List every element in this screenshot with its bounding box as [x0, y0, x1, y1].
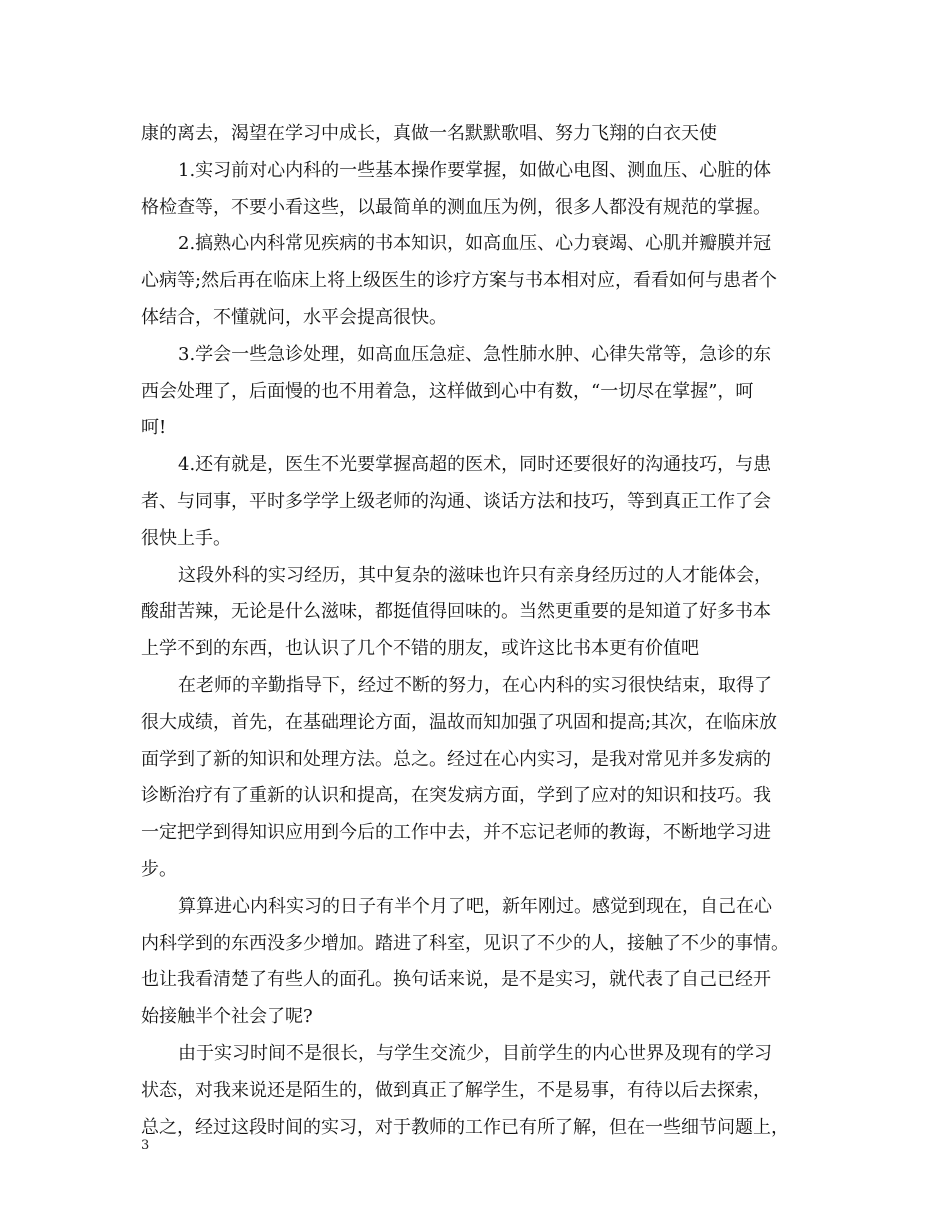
- text-line: 酸甜苦辣，无论是什么滋味，都挺值得回味的。当然更重要的是知道了好多书本: [141, 601, 771, 623]
- text-line: 4.还有就是，医生不光要掌握高超的医术，同时还要很好的沟通技巧，与患: [178, 454, 772, 476]
- paragraph-continuation: [141, 116, 817, 153]
- text-line: 算算进心内科实习的日子有半个月了吧，新年刚过。感觉到现在，自己在心: [178, 895, 772, 917]
- paragraph-surgery-experience: [141, 558, 817, 668]
- text-line: 内科学到的东西没多少增加。踏进了科室，见识了不少的人，接触了不少的事情。: [141, 932, 789, 954]
- text-line: 总之，经过这段时间的实习，对于教师的工作已有所了解，但在一些细节问题上，: [141, 1116, 789, 1138]
- text-line: 面学到了新的知识和处理方法。总之。经过在心内实习，是我对常见并多发病的: [141, 748, 771, 770]
- paragraph-half-month: [141, 889, 817, 1036]
- text-line: 由于实习时间不是很长，与学生交流少，目前学生的内心世界及现有的学习: [178, 1042, 772, 1064]
- text-line: 体结合，不懂就问，水平会提高很快。: [141, 306, 447, 328]
- text-line: 格检查等，不要小看这些，以最简单的测血压为例，很多人都没有规范的掌握。: [141, 196, 771, 218]
- text-line: 心病等;然后再在临床上将上级医生的诊疗方案与书本相对应，看看如何与患者个: [141, 270, 778, 292]
- text-line: 上学不到的东西，也认识了几个不错的朋友，或许这比书本更有价值吧: [141, 638, 699, 660]
- text-line: 很快上手。: [141, 527, 231, 549]
- text-line: 这段外科的实习经历，其中复杂的滋味也许只有亲身经历过的人才能体会，: [178, 564, 772, 586]
- paragraph-item-2: [141, 226, 817, 336]
- text-line: 者、与同事，平时多学学上级老师的沟通、谈话方法和技巧，等到真正工作了会: [141, 490, 771, 512]
- text-line: 2.搞熟心内科常见疾病的书本知识，如高血压、心力衰竭、心肌并瓣膜并冠: [178, 233, 772, 255]
- text-line: 诊断治疗有了重新的认识和提高，在突发病方面，学到了应对的知识和技巧。我: [141, 785, 771, 807]
- paragraph-item-3: [141, 337, 817, 447]
- text-line: 1.实习前对心内科的一些基本操作要掌握，如做心电图、测血压、心脏的体: [178, 159, 772, 181]
- paragraph-item-4: [141, 447, 817, 557]
- text-line: 状态，对我来说还是陌生的，做到真正了解学生，不是易事，有待以后去探索，: [141, 1079, 771, 1101]
- paragraph-item-1: [141, 153, 817, 227]
- paragraph-teaching-reflection: [141, 1036, 817, 1146]
- text-line: 很大成绩，首先，在基础理论方面，温故而知加强了巩固和提高;其次，在临床放: [141, 711, 778, 733]
- text-line: 一定把学到得知识应用到今后的工作中去，并不忘记老师的教诲，不断地学习进: [141, 822, 771, 844]
- text-line: 在老师的辛勤指导下，经过不断的努力，在心内科的实习很快结束，取得了: [178, 674, 772, 696]
- text-line: 康的离去，渴望在学习中成长，真做一名默默歌唱、努力飞翔的白衣天使: [141, 123, 717, 144]
- text-line: 呵!: [141, 417, 167, 439]
- text-line: 也让我看清楚了有些人的面孔。换句话来说，是不是实习，就代表了自己已经开: [141, 969, 771, 991]
- text-line: 始接触半个社会了呢?: [141, 1006, 313, 1028]
- text-line: 步。: [141, 858, 177, 880]
- page-number: 3: [141, 1138, 150, 1153]
- paragraph-internship-summary: [141, 668, 817, 889]
- document-body: [141, 116, 817, 1146]
- text-line: 西会处理了，后面慢的也不用着急，这样做到心中有数，“一切尽在掌握”，呵: [141, 380, 754, 402]
- text-line: 3.学会一些急诊处理，如高血压急症、急性肺水肿、心律失常等，急诊的东: [178, 343, 772, 365]
